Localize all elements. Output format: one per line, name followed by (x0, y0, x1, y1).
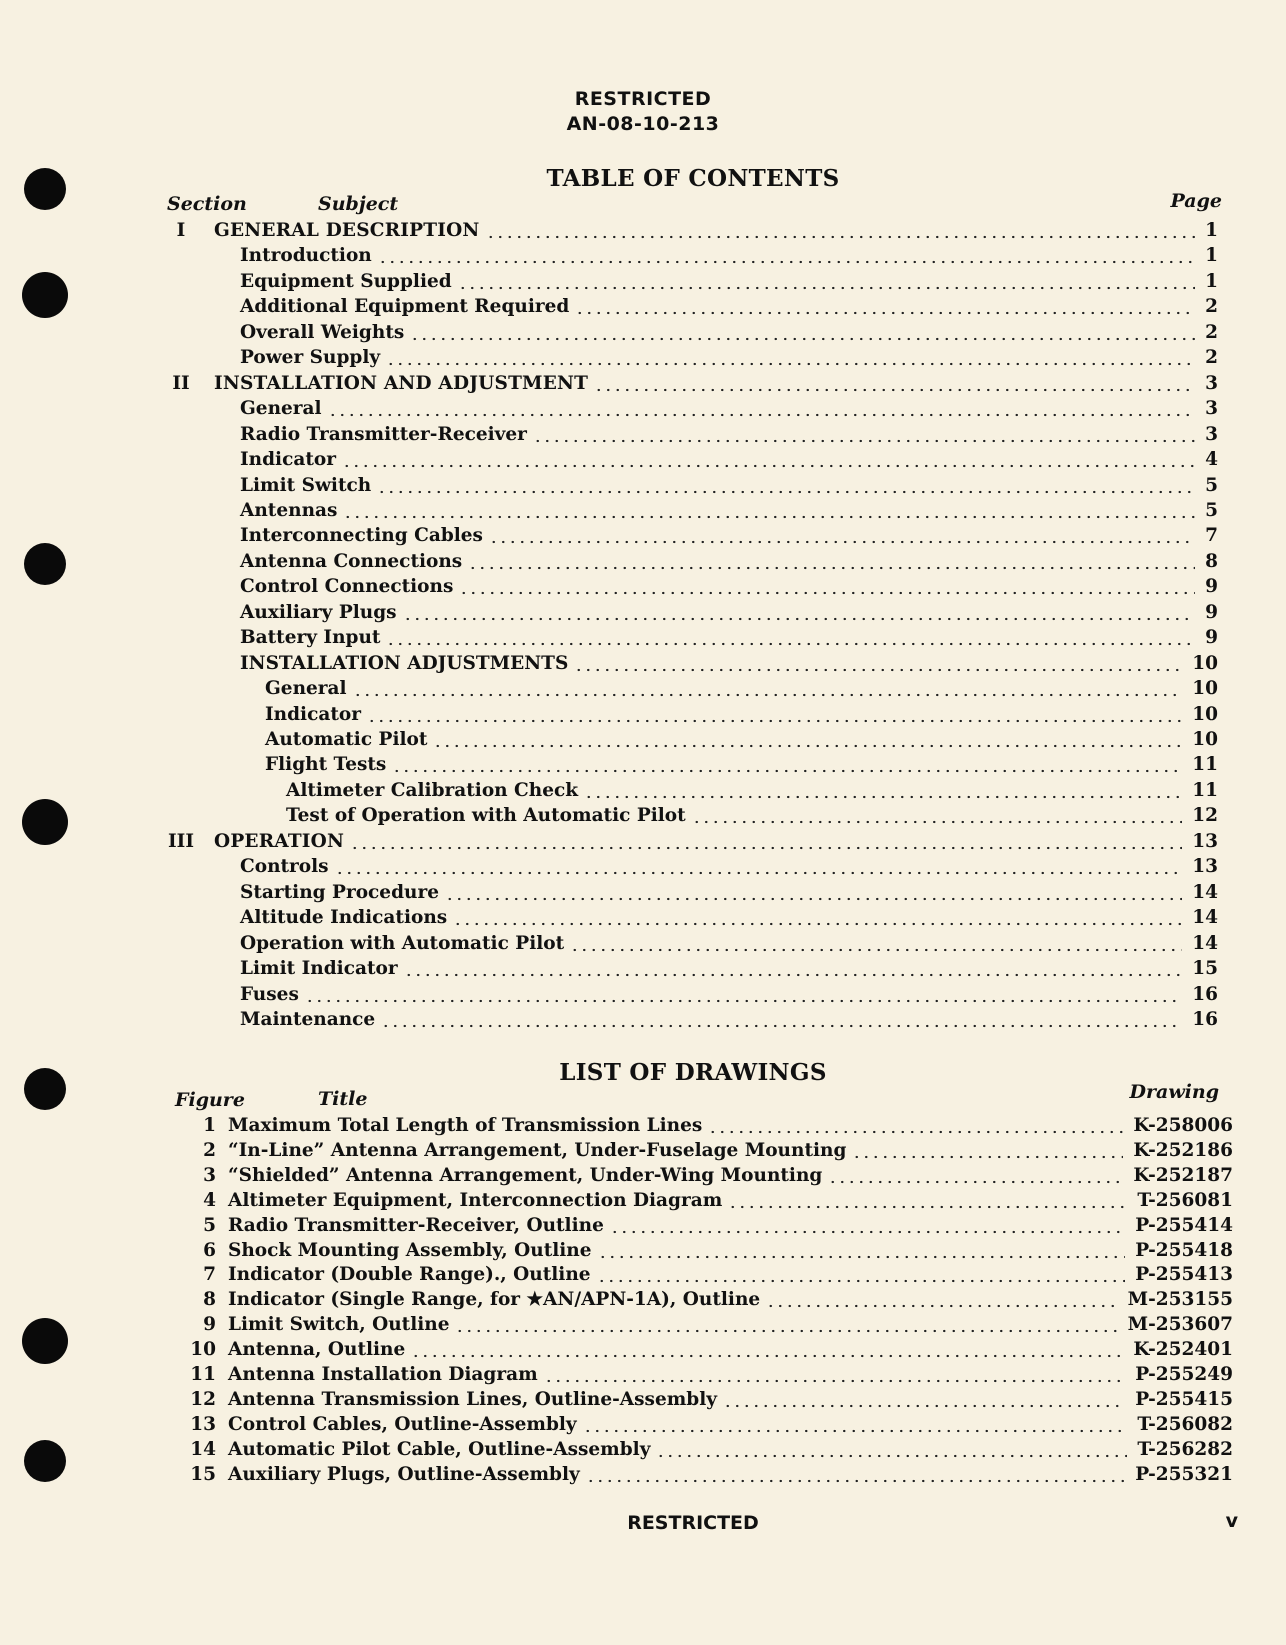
dot-leader (386, 362, 1195, 366)
drawing-figure-number: 5 (203, 1214, 216, 1236)
toc-entry (265, 729, 1218, 753)
drawing-title: Auxiliary Plugs, Outline-Assembly (228, 1463, 580, 1485)
drawing-figure-number: 7 (203, 1264, 216, 1286)
drawing-title: Indicator (Double Range)., Outline (228, 1264, 591, 1286)
toc-entry-page: 16 (1192, 983, 1218, 1005)
toc-col-subject: Subject (318, 193, 399, 215)
drawing-number: M-253155 (1127, 1289, 1233, 1311)
drawing-number: P-255418 (1135, 1239, 1233, 1261)
toc-entry (240, 500, 1218, 524)
drawing-title: Limit Switch, Outline (228, 1314, 450, 1336)
dot-leader (378, 260, 1195, 264)
dot-leader (852, 1155, 1123, 1159)
drawing-figure-number: 3 (203, 1164, 216, 1186)
toc-entry-label: Antenna Connections (240, 550, 463, 572)
drawing-entry (203, 1314, 1233, 1338)
dot-leader (381, 1024, 1182, 1028)
toc-entry-label: Automatic Pilot (265, 729, 428, 750)
toc-section-number: II (172, 372, 190, 394)
dot-leader (458, 286, 1195, 290)
toc-entry (240, 602, 1218, 626)
toc-entry-page: 14 (1192, 881, 1218, 903)
dot-leader (403, 617, 1196, 621)
toc-entry (172, 372, 1218, 397)
drawing-figure-number: 9 (203, 1314, 216, 1336)
dot-leader (570, 948, 1182, 952)
toc-entry-label: Altimeter Calibration Check (286, 779, 579, 801)
dot-leader (574, 668, 1182, 672)
toc-entry (240, 1009, 1218, 1033)
toc-entry-label: Auxiliary Plugs (240, 601, 397, 623)
dot-leader (594, 388, 1195, 392)
toc-entry-label: Limit Switch (240, 474, 372, 496)
toc-col-section: Section (167, 193, 247, 215)
toc-entry-label: Overall Weights (240, 321, 405, 343)
toc-entry-label: Antennas (240, 499, 338, 521)
drawing-entry (203, 1214, 1233, 1239)
toc-entry (240, 424, 1218, 448)
drawing-number: P-255413 (1135, 1264, 1233, 1286)
toc-entry-page: 9 (1205, 576, 1218, 598)
dot-leader (583, 1429, 1128, 1433)
toc-entry-label: Operation with Automatic Pilot (240, 932, 565, 954)
drawing-entry (203, 1264, 1233, 1288)
toc-entry-page: 10 (1192, 652, 1218, 674)
drawing-figure-number: 13 (190, 1413, 216, 1435)
dot-leader (410, 337, 1195, 341)
drawing-entry (203, 1139, 1233, 1164)
toc-entry (176, 220, 1218, 244)
toc-entry-label: Control Connections (240, 576, 454, 598)
drawing-title: Automatic Pilot Cable, Outline-Assembly (228, 1438, 651, 1460)
drawing-entry (190, 1463, 1233, 1488)
dot-leader (584, 795, 1182, 799)
drawing-number: T-256081 (1137, 1189, 1233, 1211)
drawing-number: T-256282 (1137, 1438, 1233, 1460)
dot-leader (486, 235, 1196, 239)
dot-leader (453, 922, 1182, 926)
toc-entry-page: 4 (1205, 449, 1218, 471)
toc-entry-page: 1 (1205, 245, 1218, 267)
binder-hole (22, 1318, 68, 1364)
toc-entry-page: 14 (1192, 907, 1218, 929)
dot-leader (386, 642, 1195, 646)
drawings-title: LIST OF DRAWINGS (559, 1059, 827, 1086)
toc-entry (240, 296, 1218, 320)
binder-hole (24, 1440, 66, 1482)
dot-leader (656, 1454, 1127, 1458)
document-number: AN-08-10-213 (566, 113, 720, 135)
toc-entry (240, 245, 1218, 269)
drawings-col-figure: Figure (175, 1089, 245, 1111)
toc-entry-page: 3 (1205, 372, 1218, 394)
dot-leader (459, 591, 1195, 595)
toc-entry-page: 9 (1205, 601, 1218, 623)
toc-entry (240, 882, 1218, 906)
drawing-number: P-255321 (1135, 1463, 1233, 1485)
drawing-title: Antenna Transmission Lines, Outline-Assembly (228, 1388, 718, 1410)
toc-entry-page: 8 (1205, 550, 1218, 572)
toc-entry (240, 551, 1218, 575)
toc-entry (240, 271, 1218, 295)
dot-leader (468, 566, 1195, 570)
dot-leader (489, 540, 1195, 544)
dot-leader (433, 744, 1182, 748)
toc-entry (265, 678, 1218, 702)
dot-leader (692, 820, 1183, 824)
dot-leader (828, 1180, 1123, 1184)
drawing-entry (190, 1438, 1233, 1463)
toc-entry-label: Starting Procedure (240, 881, 439, 903)
toc-entry-label: Additional Equipment Required (240, 296, 570, 318)
drawing-entry (203, 1164, 1233, 1189)
toc-entry-label: OPERATION (214, 830, 345, 852)
toc-title: TABLE OF CONTENTS (546, 165, 840, 192)
toc-entry-label: Indicator (240, 449, 336, 471)
drawing-number: P-255249 (1135, 1364, 1233, 1385)
drawing-figure-number: 1 (203, 1115, 216, 1136)
toc-entry (240, 525, 1218, 549)
dot-leader (392, 769, 1182, 773)
drawing-entry (190, 1388, 1233, 1413)
toc-entry (240, 856, 1218, 880)
dot-leader (575, 311, 1195, 315)
dot-leader (350, 846, 1182, 850)
drawing-title: Antenna, Outline (228, 1339, 406, 1361)
toc-entry-label: INSTALLATION AND ADJUSTMENT (214, 372, 589, 394)
toc-entry-page: 3 (1205, 423, 1218, 445)
drawing-number: K-252186 (1133, 1139, 1233, 1161)
drawing-entry (190, 1339, 1233, 1363)
binder-hole (24, 543, 66, 585)
dot-leader (404, 973, 1183, 977)
dot-leader (708, 1130, 1123, 1134)
dot-leader (353, 693, 1183, 697)
toc-entry-label: Introduction (240, 245, 372, 267)
drawings-col-drawing: Drawing (1129, 1081, 1219, 1103)
toc-entry-label: General (265, 678, 347, 700)
drawing-entry (203, 1239, 1233, 1264)
toc-entry-page: 16 (1192, 1008, 1218, 1030)
toc-entry-label: General (240, 398, 322, 420)
drawing-title: “Shielded” Antenna Arrangement, Under-Wing Mounting (228, 1164, 823, 1186)
dot-leader (597, 1279, 1126, 1283)
drawing-title: Antenna Installation Diagram (228, 1364, 538, 1385)
toc-entry-page: 15 (1192, 958, 1218, 980)
toc-entry-label: Equipment Supplied (240, 270, 452, 292)
dot-leader (335, 871, 1183, 875)
toc-entry-label: Power Supply (240, 347, 381, 369)
drawing-title: Control Cables, Outline-Assembly (228, 1413, 577, 1435)
dot-leader (411, 1354, 1123, 1358)
dot-leader (328, 413, 1196, 417)
drawings-col-title: Title (318, 1088, 368, 1110)
toc-entry-page: 13 (1192, 830, 1218, 852)
drawing-title: “In-Line” Antenna Arrangement, Under-Fuselage Mounting (228, 1139, 847, 1161)
toc-section-number: I (176, 220, 186, 241)
dot-leader (367, 719, 1182, 723)
binder-hole (22, 272, 68, 318)
toc-entry-page: 10 (1192, 678, 1218, 700)
toc-entry (240, 984, 1218, 1008)
dot-leader (343, 515, 1195, 519)
drawing-number: M-253607 (1127, 1314, 1233, 1336)
drawing-number: P-255414 (1135, 1214, 1233, 1236)
drawing-figure-number: 4 (203, 1189, 216, 1211)
toc-entry-label: Altitude Indications (240, 907, 448, 929)
toc-entry-label: Battery Input (240, 627, 381, 649)
toc-entry-page: 7 (1205, 525, 1218, 547)
toc-entry-label: Indicator (265, 703, 361, 725)
toc-entry-page: 2 (1205, 296, 1218, 318)
drawing-entry (190, 1364, 1233, 1388)
toc-entry-page: 14 (1192, 932, 1218, 954)
toc-entry (286, 780, 1218, 804)
toc-entry-page: 11 (1192, 754, 1218, 776)
toc-entry-label: Fuses (240, 983, 299, 1005)
toc-entry (240, 907, 1218, 931)
drawing-number: K-252187 (1133, 1164, 1233, 1186)
toc-entry (286, 805, 1218, 829)
toc-entry-label: Interconnecting Cables (240, 525, 483, 547)
drawing-figure-number: 15 (190, 1463, 216, 1485)
binder-hole (22, 799, 68, 845)
toc-section-number: III (168, 830, 194, 852)
toc-entry (240, 627, 1218, 651)
toc-entry-page: 13 (1192, 856, 1218, 878)
drawing-title: Maximum Total Length of Transmission Lines (228, 1115, 703, 1136)
toc-entry-page: 10 (1192, 703, 1218, 725)
dot-leader (305, 999, 1182, 1003)
drawing-title: Indicator (Single Range, for ★AN/APN-1A), Outline (228, 1289, 761, 1311)
dot-leader (342, 464, 1195, 468)
toc-entry-page: 12 (1192, 805, 1218, 827)
footer-restricted: RESTRICTED (627, 1512, 759, 1534)
drawing-entry (190, 1413, 1233, 1438)
drawing-entry (203, 1189, 1233, 1214)
toc-entry-page: 1 (1205, 270, 1218, 292)
dot-leader (598, 1255, 1126, 1259)
toc-entry-label: Radio Transmitter-Receiver (240, 423, 527, 445)
toc-entry (240, 576, 1218, 600)
toc-entry-label: Flight Tests (265, 754, 387, 776)
toc-entry-label: Limit Indicator (240, 958, 398, 980)
toc-entry (240, 398, 1218, 422)
toc-entry (240, 322, 1218, 346)
toc-col-page: Page (1170, 190, 1222, 212)
toc-entry (240, 449, 1218, 473)
dot-leader (723, 1404, 1125, 1408)
toc-entry-label: Controls (240, 856, 329, 878)
toc-entry-page: 10 (1192, 729, 1218, 750)
toc-entry (265, 704, 1218, 728)
toc-entry-page: 2 (1205, 321, 1218, 343)
drawing-title: Radio Transmitter-Receiver, Outline (228, 1214, 604, 1236)
dot-leader (586, 1479, 1125, 1483)
toc-entry (240, 653, 1218, 677)
drawing-figure-number: 6 (203, 1239, 216, 1261)
toc-entry-page: 2 (1205, 347, 1218, 369)
drawing-number: P-255415 (1135, 1388, 1233, 1410)
toc-entry-page: 1 (1205, 220, 1218, 241)
drawing-figure-number: 10 (190, 1339, 216, 1361)
drawing-number: K-252401 (1133, 1339, 1233, 1361)
toc-entry-label: Test of Operation with Automatic Pilot (286, 805, 686, 827)
toc-entry (240, 347, 1218, 371)
drawing-title: Altimeter Equipment, Interconnection Diagram (228, 1189, 723, 1211)
toc-entry-label: INSTALLATION ADJUSTMENTS (240, 652, 569, 674)
dot-leader (533, 439, 1195, 443)
drawing-entry (203, 1115, 1233, 1139)
drawing-figure-number: 12 (190, 1388, 216, 1410)
dot-leader (544, 1379, 1126, 1383)
toc-entry-page: 5 (1205, 474, 1218, 496)
dot-leader (766, 1304, 1117, 1308)
toc-entry-page: 5 (1205, 499, 1218, 521)
drawing-figure-number: 8 (203, 1289, 216, 1311)
toc-entry-label: GENERAL DESCRIPTION (214, 220, 480, 241)
dot-leader (445, 897, 1182, 901)
dot-leader (728, 1205, 1127, 1209)
toc-entry (168, 830, 1218, 855)
drawing-number: K-258006 (1133, 1115, 1233, 1136)
drawing-title: Shock Mounting Assembly, Outline (228, 1239, 592, 1261)
header-restricted: RESTRICTED (574, 88, 712, 110)
drawing-figure-number: 11 (190, 1364, 216, 1385)
drawing-figure-number: 2 (203, 1139, 216, 1161)
toc-entry (240, 475, 1218, 499)
drawing-figure-number: 14 (190, 1438, 216, 1460)
toc-entry-page: 11 (1192, 779, 1218, 801)
drawing-number: T-256082 (1137, 1413, 1233, 1435)
dot-leader (455, 1329, 1117, 1333)
dot-leader (610, 1230, 1125, 1234)
toc-entry (240, 933, 1218, 957)
page-number: v (1225, 1510, 1238, 1532)
toc-entry-label: Maintenance (240, 1008, 376, 1030)
toc-entry (240, 958, 1218, 982)
dot-leader (377, 490, 1195, 494)
toc-entry (265, 754, 1218, 778)
toc-entry-page: 3 (1205, 398, 1218, 420)
drawing-entry (203, 1289, 1233, 1313)
toc-entry-page: 9 (1205, 627, 1218, 649)
